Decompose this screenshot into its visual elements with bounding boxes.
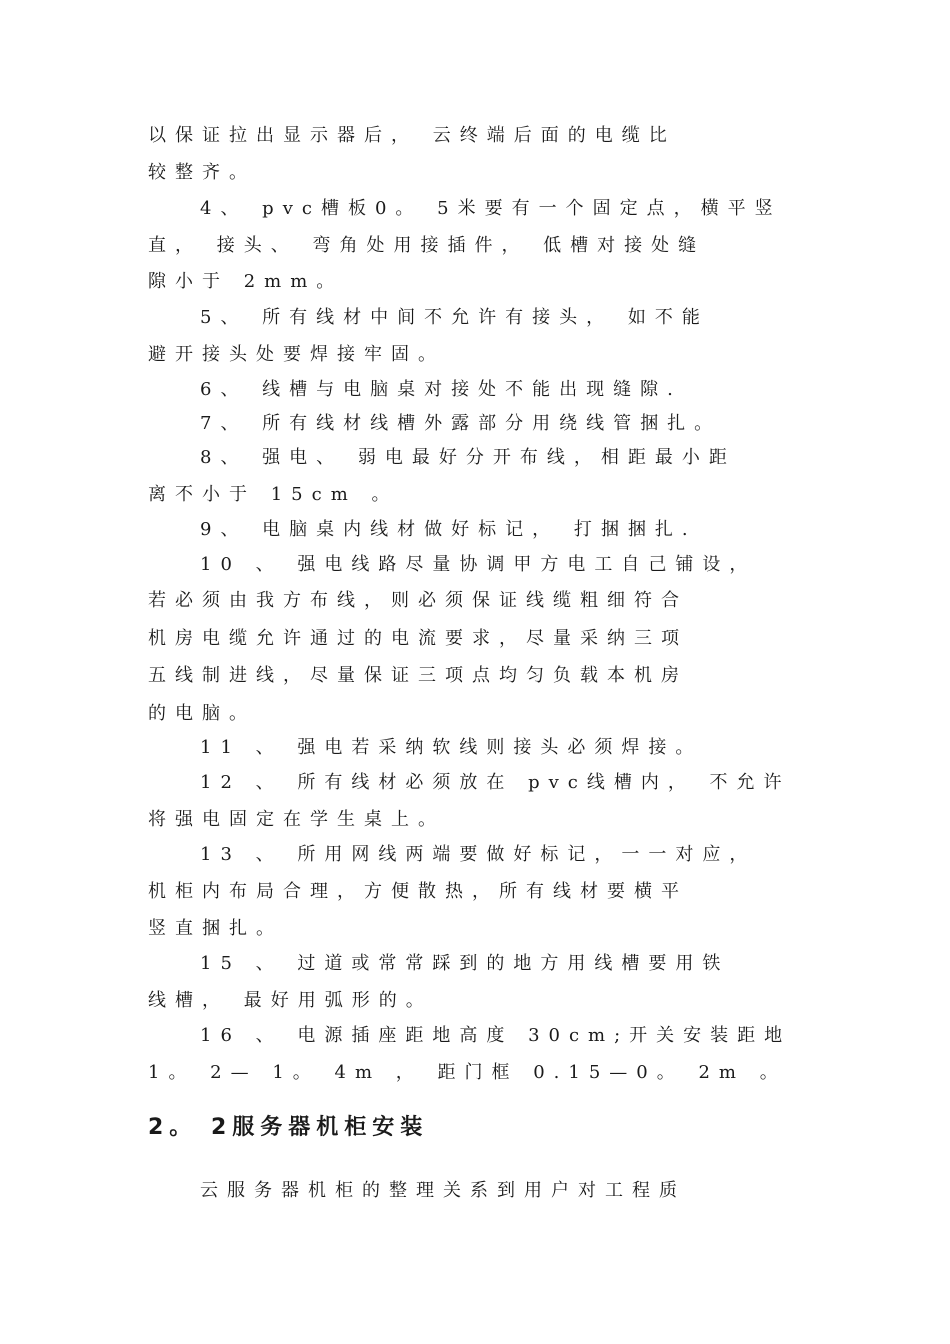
text-line: 16 、 电源插座距地高度 30cm;开关安装距地 bbox=[200, 1025, 792, 1046]
text-line: 五线制进线，尽量保证三项点均匀负载本机房 bbox=[148, 665, 688, 686]
text-line: 9、 电脑桌内线材做好标记， 打捆捆扎. bbox=[200, 519, 697, 540]
text-line: 4、 pvc槽板0。 5米要有一个固定点，横平竖 bbox=[200, 198, 782, 219]
text-line: 以保证拉出显示器后， 云终端后面的电缆比 bbox=[148, 125, 676, 146]
text-line: 的电脑。 bbox=[148, 703, 256, 724]
text-line: 7、 所有线材线槽外露部分用绕线管捆扎。 bbox=[200, 413, 722, 434]
text-line: 15 、 过道或常常踩到的地方用线槽要用铁 bbox=[200, 953, 730, 974]
text-line: 竖直捆扎。 bbox=[148, 918, 283, 939]
text-line: 11 、 强电若采纳软线则接头必须焊接。 bbox=[200, 737, 703, 758]
text-line: 较整齐。 bbox=[148, 162, 256, 183]
text-line: 12 、 所有线材必须放在 pvc线槽内， 不允许 bbox=[200, 772, 791, 793]
text-line: 离不小于 15cm 。 bbox=[148, 484, 399, 505]
text-line: 机房电缆允许通过的电流要求，尽量采纳三项 bbox=[148, 628, 688, 649]
section-heading: 2。 2服务器机柜安装 bbox=[148, 1115, 429, 1140]
text-line: 直， 接头、 弯角处用接插件， 低槽对接处缝 bbox=[148, 235, 706, 256]
text-line: 10 、 强电线路尽量协调甲方电工自己铺设， bbox=[200, 554, 757, 575]
text-line: 将强电固定在学生桌上。 bbox=[148, 809, 445, 830]
text-line: 若必须由我方布线，则必须保证线缆粗细符合 bbox=[148, 590, 688, 611]
text-line: 6、 线槽与电脑桌对接处不能出现缝隙. bbox=[200, 379, 682, 400]
text-line: 13 、 所用网线两端要做好标记，一一对应， bbox=[200, 844, 757, 865]
text-line: 机柜内布局合理，方便散热，所有线材要横平 bbox=[148, 881, 688, 902]
text-line: 隙小于 2mm。 bbox=[148, 271, 344, 292]
text-line: 线槽， 最好用弧形的。 bbox=[148, 990, 433, 1011]
text-line: 5、 所有线材中间不允许有接头， 如不能 bbox=[200, 307, 709, 328]
text-line: 避开接头处要焊接牢固。 bbox=[148, 344, 445, 365]
text-line: 8、 强电、 弱电最好分开布线，相距最小距 bbox=[200, 447, 736, 468]
text-line: 1。 2— 1。 4m ， 距门框 0.15—0。 2m 。 bbox=[148, 1062, 787, 1083]
text-line: 云服务器机柜的整理关系到用户对工程质 bbox=[200, 1180, 686, 1201]
